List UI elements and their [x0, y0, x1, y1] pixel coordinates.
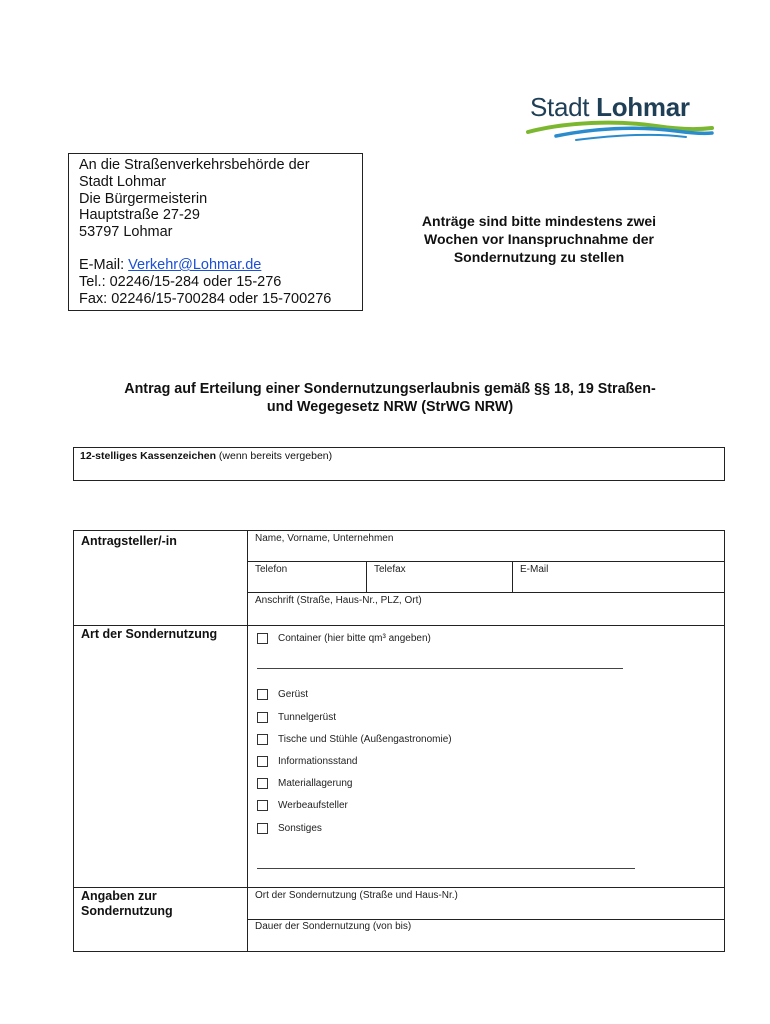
container-qm-input-line[interactable]: [257, 668, 623, 669]
email-row: E-Mail: Verkehr@Lohmar.de: [79, 256, 262, 273]
section-divider: [74, 887, 725, 888]
kassenzeichen-field[interactable]: 12-stelliges Kassenzeichen (wenn bereits vergeben): [73, 447, 725, 481]
section-art-der-sondernutzung: Art der Sondernutzung: [81, 627, 218, 641]
section-angaben-zur-sondernutzung: Angaben zur Sondernutzung: [81, 889, 173, 918]
row-divider: [247, 592, 725, 593]
option-sonstiges: Sonstiges: [257, 821, 322, 835]
checkbox-informationsstand[interactable]: [257, 756, 268, 767]
address-line: 53797 Lohmar: [79, 224, 173, 241]
checkbox-geruest[interactable]: [257, 689, 268, 700]
deadline-notice: Anträge sind bitte mindestens zwei Wochen vor Inanspruchnahme der Sondernutzung zu stellen: [421, 213, 657, 265]
fax-number: Fax: 02246/15-700284 oder 15-700276: [79, 290, 332, 307]
email-field[interactable]: E-Mail: [520, 564, 549, 575]
recipient-address-box: [68, 153, 363, 311]
cell-divider: [366, 561, 367, 592]
ort-field[interactable]: Ort der Sondernutzung (Straße und Haus-Nr.): [255, 890, 458, 901]
dauer-field[interactable]: Dauer der Sondernutzung (von bis): [255, 921, 412, 932]
checkbox-materiallagerung[interactable]: [257, 778, 268, 789]
option-materiallagerung: Materiallagerung: [257, 776, 353, 790]
option-tische-stuehle: Tische und Stühle (Außengastronomie): [257, 732, 452, 746]
logo-waves-icon: [526, 118, 716, 142]
section-antragsteller: Antragsteller/-in: [81, 534, 177, 548]
option-informationsstand: Informationsstand: [257, 754, 358, 768]
application-form-table: [73, 530, 725, 952]
checkbox-tische-stuehle[interactable]: [257, 734, 268, 745]
checkbox-tunnelgeruest[interactable]: [257, 712, 268, 723]
option-tunnelgeruest: Tunnelgerüst: [257, 710, 336, 724]
stadt-lohmar-logo: [526, 92, 716, 142]
option-container: Container (hier bitte qm³ angeben): [257, 631, 431, 645]
checkbox-sonstiges[interactable]: [257, 823, 268, 834]
sonstiges-input-line[interactable]: [257, 868, 635, 869]
option-geruest: Gerüst: [257, 687, 308, 701]
column-divider: [247, 531, 248, 951]
anschrift-field[interactable]: Anschrift (Straße, Haus-Nr., PLZ, Ort): [255, 595, 422, 606]
name-field[interactable]: Name, Vorname, Unternehmen: [255, 533, 394, 544]
phone-number: Tel.: 02246/15-284 oder 15-276: [79, 273, 282, 290]
telefon-field[interactable]: Telefon: [255, 564, 288, 575]
address-line: An die Straßenverkehrsbehörde der: [79, 157, 310, 173]
address-line: Die Bürgermeisterin: [79, 190, 208, 207]
address-line: Hauptstraße 27-29: [79, 207, 200, 224]
option-werbeaufsteller: Werbeaufsteller: [257, 798, 348, 812]
document-title: Antrag auf Erteilung einer Sondernutzungserlaubnis gemäß §§ 18, 19 Straßen- und Wegegesetz NRW (StrWG NRW): [124, 381, 656, 415]
row-divider: [247, 919, 725, 920]
email-link[interactable]: Verkehr@Lohmar.de: [128, 256, 262, 273]
cell-divider: [512, 561, 513, 592]
logo-text: Stadt Lohmar: [530, 92, 690, 122]
telefax-field[interactable]: Telefax: [374, 564, 406, 575]
checkbox-container[interactable]: [257, 633, 268, 644]
address-line: Stadt Lohmar: [79, 173, 167, 190]
checkbox-werbeaufsteller[interactable]: [257, 800, 268, 811]
section-divider: [74, 625, 725, 626]
row-divider: [247, 561, 725, 562]
